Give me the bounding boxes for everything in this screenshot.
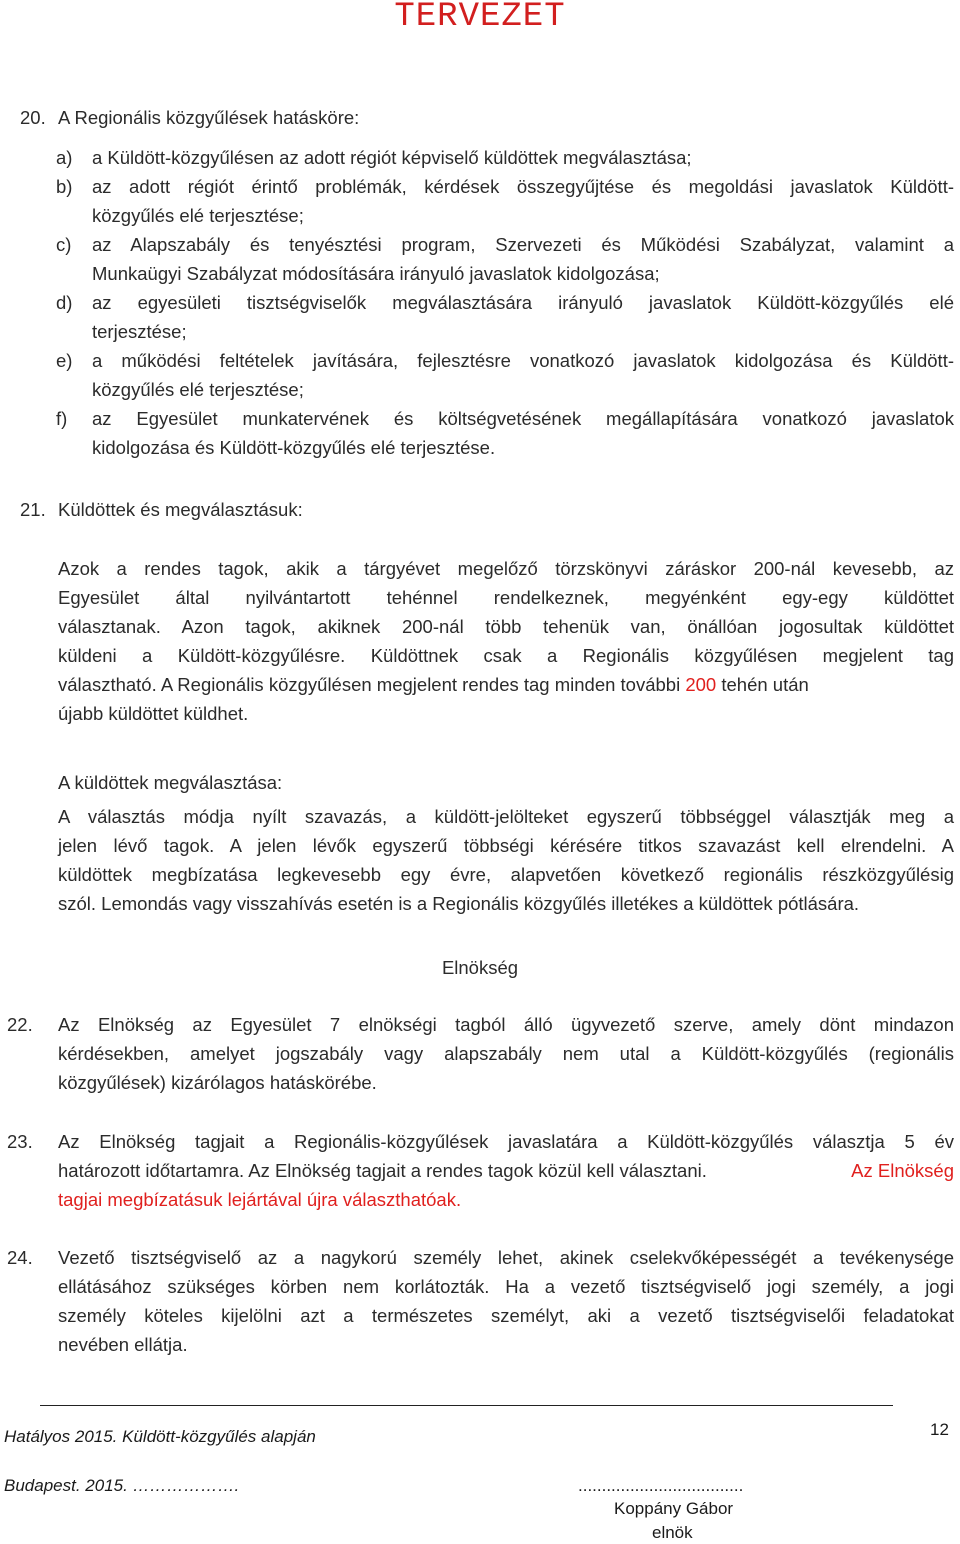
- section-24-number: 24.: [7, 1247, 33, 1268]
- section-23-number: 23.: [7, 1131, 33, 1152]
- list-item-a-line-1: a Küldött-közgyűlésen az adott régiót képviselő küldöttek megválasztása;: [92, 147, 692, 168]
- list-item-e-mark: e): [56, 350, 73, 371]
- list-item-f-line-1: az Egyesület munkatervének és költségvetésének megállapítására vonatkozó javaslatok: [92, 408, 954, 429]
- section-20-heading: A Regionális közgyűlések hatásköre:: [58, 107, 360, 128]
- list-item-f-line-2: kidolgozása és Küldött-közgyűlés elé terjesztése.: [92, 437, 496, 458]
- list-item-e-line-2: közgyűlés elé terjesztése;: [92, 379, 304, 400]
- s21-para1-line-2: Egyesület által nyilvántartott tehénnel rendelkeznek, megyénként egy-egy küldöttet: [58, 587, 954, 608]
- list-item-c-line-1: az Alapszabály és tenyésztési program, Szervezeti és Működési Szabályzat, valamint a: [92, 234, 954, 255]
- s21-para2-line-1: A választás módja nyílt szavazás, a küldött-jelölteket egyszerű többséggel választják meg a: [58, 806, 954, 827]
- s24-line-4: nevében ellátja.: [58, 1334, 188, 1355]
- s21-para1-line-6: újabb küldöttet küldhet.: [58, 703, 249, 724]
- list-item-b-line-2: közgyűlés elé terjesztése;: [92, 205, 304, 226]
- s21-para1-line-5: [58, 670, 954, 699]
- s21-para2-line-2: jelen lévő tagok. A jelen lévők egyszerű többségi kérésére titkos szavazást kell elrendelni. A: [58, 835, 954, 856]
- s21-para1-line-5-start: [58, 670, 809, 699]
- footer-divider: [40, 1405, 893, 1406]
- s21-para2-line-4: szól. Lemondás vagy visszahívás esetén is a Regionális közgyűlés illetékes a küldöttek pótlására.: [58, 893, 860, 914]
- s23-highlight-line: tagjai megbízatásuk lejártával újra választhatóak.: [58, 1189, 462, 1210]
- highlighted-number-200: 200: [685, 674, 717, 695]
- list-item-d-line-2: terjesztése;: [92, 321, 187, 342]
- elnokseg-heading: Elnökség: [441, 957, 519, 978]
- list-item-e-line-1: a működési feltételek javítására, fejlesztésre vonatkozó javaslatok kidolgozása és Küldött-: [92, 350, 954, 371]
- list-item-f-mark: f): [56, 408, 68, 429]
- footer-effective-note: Hatályos 2015. Küldött-közgyűlés alapján: [4, 1427, 316, 1446]
- draft-watermark-title: TERVEZET: [394, 0, 566, 36]
- signer-title: elnök: [652, 1523, 693, 1542]
- list-item-b-mark: b): [56, 176, 73, 197]
- s23-line-2: [58, 1156, 954, 1185]
- signer-name: Koppány Gábor: [614, 1499, 734, 1518]
- s21-para1-line-5-tail: tehén után: [716, 674, 809, 695]
- s23-line-2-text: határozott időtartamra. Az Elnökség tagjait a rendes tagok közül kell választani.: [58, 1160, 713, 1181]
- list-item-d-mark: d): [56, 292, 73, 313]
- s22-line-3: közgyűlések) kizárólagos hatáskörébe.: [58, 1072, 377, 1093]
- signature-line: ...................................: [578, 1476, 744, 1495]
- list-item-c-mark: c): [56, 234, 72, 255]
- s22-line-1: Az Elnökség az Egyesület 7 elnökségi tagból álló ügyvezető szerve, amely dönt mindazon: [58, 1014, 954, 1035]
- list-item-a-mark: a): [56, 147, 73, 168]
- list-item-d-line-1: az egyesületi tisztségviselők megválasztására irányuló javaslatok Küldött-közgyűlés elé: [92, 292, 954, 313]
- s23-line-1: Az Elnökség tagjait a Regionális-közgyűlések javaslatára a Küldött-közgyűlés választja 5 év: [58, 1131, 954, 1152]
- footer-place-date: Budapest. 2015. ……………….: [4, 1476, 240, 1495]
- list-item-c-line-2: Munkaügyi Szabályzat módosítására irányuló javaslatok kidolgozása;: [92, 263, 660, 284]
- s21-para1-line-1: Azok a rendes tagok, akik a tárgyévet megelőző törzskönyvi záráskor 200-nál kevesebb, az: [58, 558, 954, 579]
- page-number: 12: [930, 1420, 949, 1439]
- list-item-b-line-1: az adott régiót érintő problémák, kérdések összegyűjtése és megoldási javaslatok Küldött-: [92, 176, 954, 197]
- section-21-heading: Küldöttek és megválasztásuk:: [58, 499, 303, 520]
- section-22-number: 22.: [7, 1014, 33, 1035]
- s24-line-1: Vezető tisztségviselő az a nagykorú személy lehet, akinek cselekvőképességét a tevékenysége: [58, 1247, 954, 1268]
- s21-para1-line-3: választanak. Azon tagok, akiknek 200-nál több tehenük van, önállóan jogosultak küldöttet: [58, 616, 954, 637]
- section-20-number: 20.: [20, 107, 46, 128]
- s21-para2-line-3: küldöttek megbízatása legkevesebb egy évre, alapvetően következő regionális részközgyűlésig: [58, 864, 954, 885]
- s21-para1-line-5-text: választható. A Regionális közgyűlésen megjelent rendes tag minden további: [58, 674, 686, 695]
- s22-line-2: kérdésekben, amelyet jogszabály vagy alapszabály nem utal a Küldött-közgyűlés (regionális: [58, 1043, 954, 1064]
- section-21-number: 21.: [20, 499, 46, 520]
- s24-line-2: ellátásához szükséges körben nem korlátozták. Ha a vezető tisztségviselő jogi személy, a jogi: [58, 1276, 954, 1297]
- s21-sub-heading: A küldöttek megválasztása:: [58, 772, 283, 793]
- s24-line-3: személy köteles kijelölni azt a természetes személyt, aki a vezető tisztségviselői feladatokat: [58, 1305, 954, 1326]
- s23-highlight-start: Az Elnökség: [851, 1160, 954, 1181]
- s21-para1-line-4: küldeni a Küldött-közgyűlésre. Küldöttnek csak a Regionális közgyűlésen megjelent tag: [58, 645, 954, 666]
